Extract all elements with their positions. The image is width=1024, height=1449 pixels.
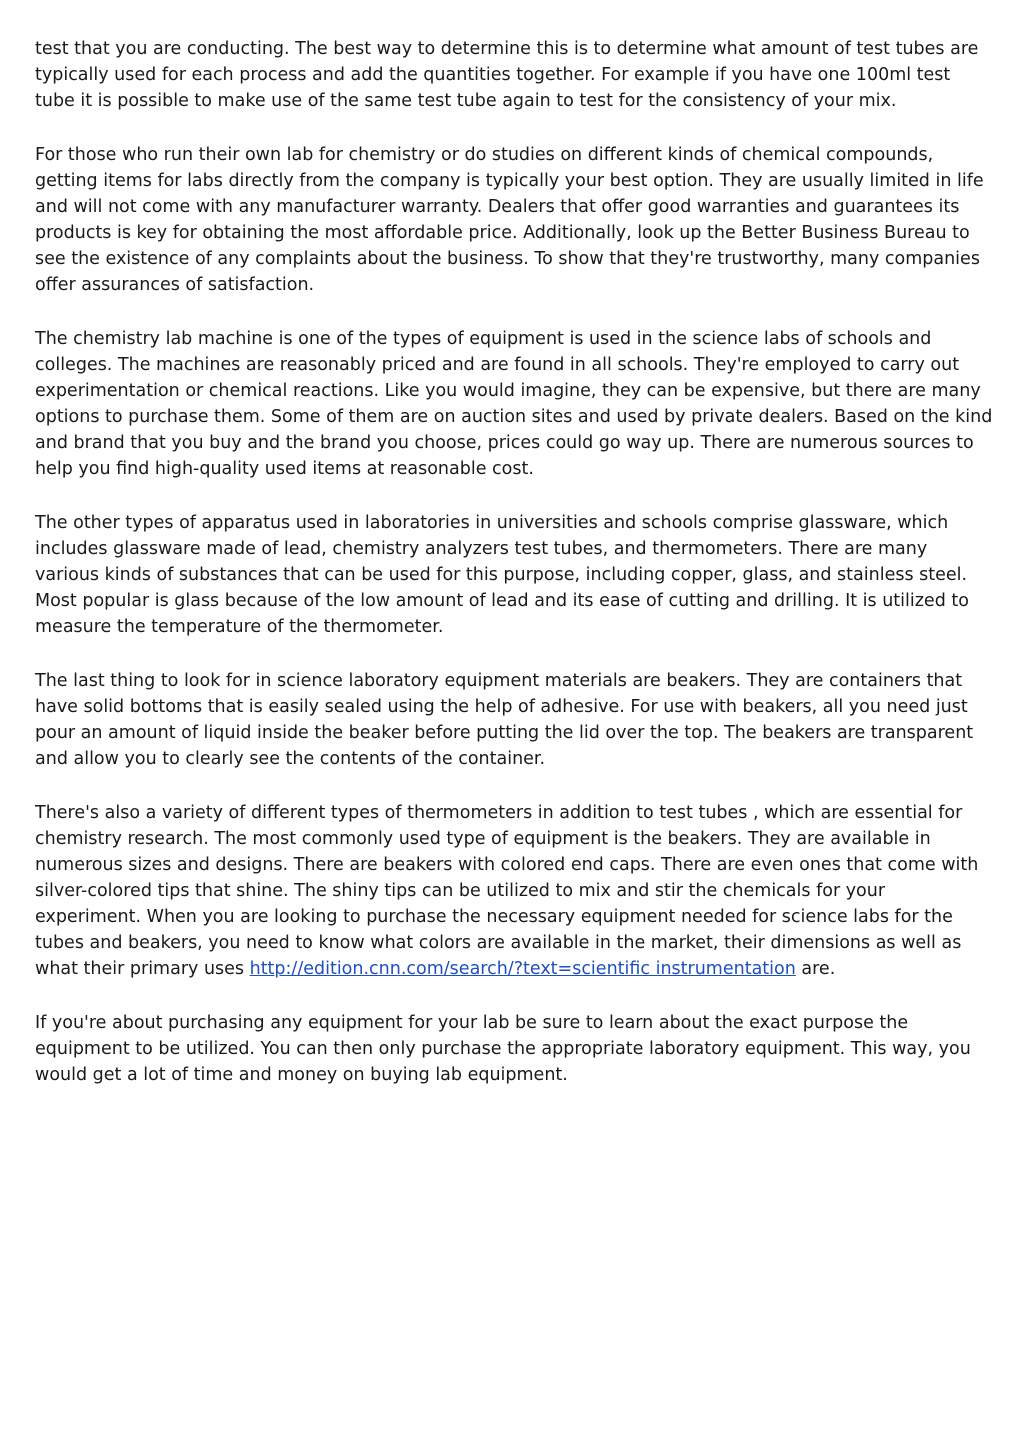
paragraph-1: test that you are conducting. The best way to determine this is to determine what amount of test tubes are typically used for each process and add the quantities together. For example if you have one 100ml test tube it is possible to make use of the same test tube again to test for the consistency of your mix. [35,39,979,111]
paragraph-6-text: There's also a variety of different types of thermometers in addition to test tubes , which are essential for chemistry research. The most commonly used type of equipment is the beakers. They are available in numerous sizes and designs. There are beakers with colored end caps. There are even ones that come with silver-colored tips that shine. The shiny tips can be utilized to mix and stir the chemicals for your experiment. When you are looking to purchase the necessary equipment needed for science labs for the tubes and beakers, you need to know what colors are available in the market, their dimensions as well as what their primary uses [35,803,979,979]
document-body [35,36,993,1116]
paragraph-7: If you're about purchasing any equipment for your lab be sure to learn about the exact purpose the equipment to be utilized. You can then only purchase the appropriate laboratory equipment. This way, you would get a lot of time and money on buying lab equipment. [35,1013,971,1085]
paragraph-6 [35,800,993,982]
paragraph-6-tail: are. [795,959,836,979]
paragraph-4: The other types of apparatus used in laboratories in universities and schools comprise glassware, which includes glassware made of lead, chemistry analyzers test tubes, and thermometers. There are many various kinds of substances that can be used for this purpose, including copper, glass, and stainless steel. Most popular is glass because of the low amount of lead and its ease of cutting and drilling. It is utilized to measure the temperature of the thermometer. [35,513,969,637]
cnn-search-link[interactable]: http://edition.cnn.com/search/?text=scientific instrumentation [249,959,796,979]
paragraph-2: For those who run their own lab for chemistry or do studies on different kinds of chemical compounds, getting items for labs directly from the company is typically your best option. They are usually limited in life and will not come with any manufacturer warranty. Dealers that offer good warranties and guarantees its products is key for obtaining the most affordable price. Additionally, look up the Better Business Bureau to see the existence of any complaints about the business. To show that they're trustworthy, many companies offer assurances of satisfaction. [35,145,984,295]
paragraph-3: The chemistry lab machine is one of the types of equipment is used in the science labs of schools and colleges. The machines are reasonably priced and are found in all schools. They're employed to carry out experimentation or chemical reactions. Like you would imagine, they can be expensive, but there are many options to purchase them. Some of them are on auction sites and used by private dealers. Based on the kind and brand that you buy and the brand you choose, prices could go way up. There are numerous sources to help you find high-quality used items at reasonable cost. [35,329,993,479]
paragraph-5: The last thing to look for in science laboratory equipment materials are beakers. They are containers that have solid bottoms that is easily sealed using the help of adhesive. For use with beakers, all you need just pour an amount of liquid inside the beaker before putting the lid over the top. The beakers are transparent and allow you to clearly see the contents of the container. [35,671,974,769]
